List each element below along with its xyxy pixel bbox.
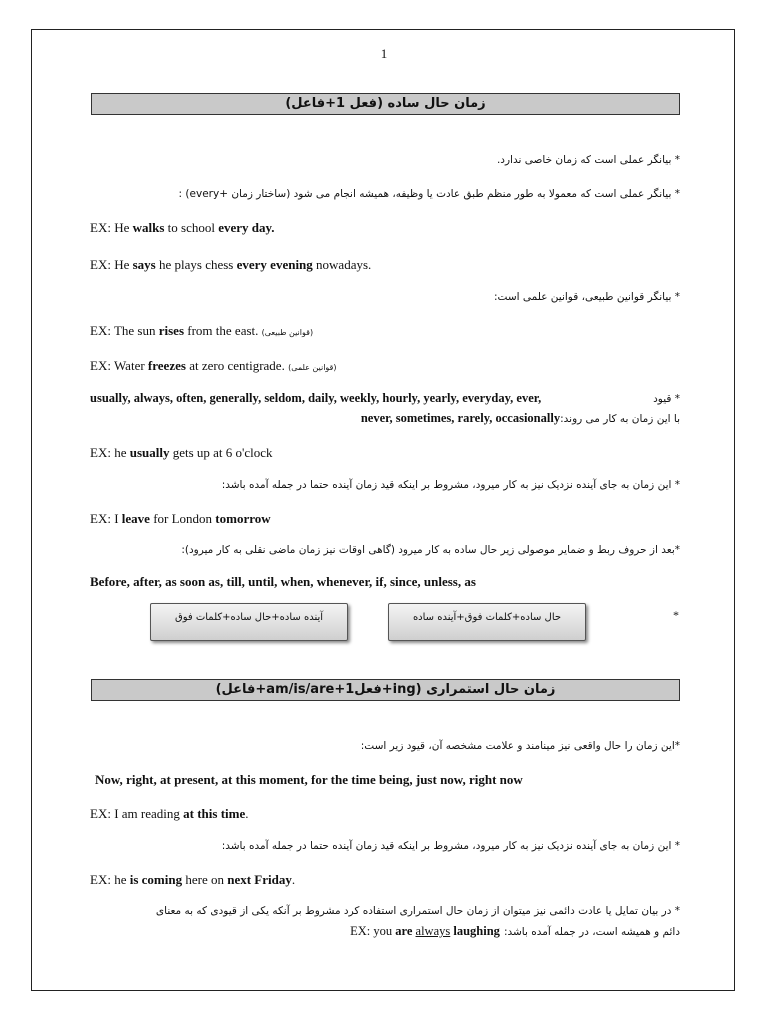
example-always-laughing xyxy=(350,924,500,938)
adverbs-list-line-1: usually, always, often, generally, seldom, daily, weekly, hourly, yearly, everyday, ever, xyxy=(90,391,542,405)
example-text: . xyxy=(245,806,249,821)
example-leave xyxy=(90,511,271,527)
example-is-coming xyxy=(90,872,295,888)
star-marker: * xyxy=(673,608,679,622)
example-am-reading xyxy=(90,806,249,822)
adverbs-list-line-2 xyxy=(361,411,680,426)
present-continuous-rule-3-cont xyxy=(350,922,680,940)
adverbs-label: * قیود xyxy=(653,393,680,405)
example-sun-rises xyxy=(90,323,313,339)
example-text: from the east. xyxy=(184,323,262,338)
simple-present-rule-4: * این زمان به جای آینده نزدیک نیز به کار میرود، مشروط بر اینکه قید زمان آینده حتما در جمله آمده باشد: xyxy=(221,479,680,491)
section-heading-simple-present: زمان حال ساده (فعل 1+فاعل) xyxy=(91,93,680,115)
example-text: nowadays. xyxy=(312,257,372,272)
example-bold: says xyxy=(132,257,156,272)
example-note: (قوانین طبیعی) xyxy=(261,328,314,337)
example-text: EX: He xyxy=(90,257,133,272)
example-bold: rises xyxy=(158,323,185,338)
example-bold: freezes xyxy=(147,358,186,373)
present-continuous-rule-2: * این زمان به جای آینده نزدیک نیز به کار میرود، مشروط بر اینکه قید زمان آینده حتما در جمله آمده باشد: xyxy=(221,840,680,852)
present-continuous-adverbs: Now, right, at present, at this moment, for the time being, just now, right now xyxy=(95,772,523,787)
rule-text: دائم و همیشه است، در جمله آمده باشد: xyxy=(503,926,680,938)
example-text: for London xyxy=(149,511,216,526)
example-bold: usually xyxy=(129,445,170,460)
present-continuous-rule-3: * در بیان تمایل یا عادت دائمی نیز میتوان از زمان حال استمراری استفاده کرد مشروط بر آنکه یکی از قیودی که به معنای xyxy=(155,905,680,917)
simple-present-rule-2: * بیانگر عملی است که معمولا به طور منظم طبق عادت یا وظیفه، همیشه انجام می شود (ساختار زمان +every) : xyxy=(178,188,680,200)
example-water-freezes xyxy=(90,358,337,374)
example-text: to school xyxy=(164,220,219,235)
page-number: 1 xyxy=(380,46,388,61)
example-bold: at this time xyxy=(183,806,246,821)
example-underlined: always xyxy=(415,924,451,938)
example-text: here on xyxy=(182,872,228,887)
example-bold: walks xyxy=(132,220,165,235)
example-text: at zero centigrade. xyxy=(185,358,289,373)
conjunctions-list: Before, after, as soon as, till, until, when, whenever, if, since, unless, as xyxy=(90,574,476,589)
example-bold: next Friday xyxy=(227,872,292,887)
example-note: (قوانین علمی) xyxy=(288,363,337,372)
example-text: EX: Water xyxy=(90,358,148,373)
example-text: EX: I xyxy=(90,511,122,526)
example-text: . xyxy=(291,872,296,887)
example-text: EX: he xyxy=(90,445,130,460)
example-text: EX: The sun xyxy=(90,323,159,338)
example-says xyxy=(90,257,371,273)
formula-box-right: حال ساده+کلمات فوق+آینده ساده xyxy=(388,603,586,641)
example-text: EX: he xyxy=(90,872,130,887)
section-heading-present-continuous: زمان حال استمراری (ing+فعل1+am/is/are+فاعل) xyxy=(91,679,680,701)
example-walks xyxy=(90,220,275,236)
example-bold: laughing xyxy=(453,924,500,938)
example-bold: every day. xyxy=(218,220,275,235)
example-text: EX: you xyxy=(350,924,396,938)
example-text: gets up at 6 o'clock xyxy=(169,445,273,460)
simple-present-rule-1: * بیانگر عملی است که زمان خاصی ندارد. xyxy=(496,154,680,166)
example-bold: are xyxy=(395,924,413,938)
adverbs-usage: با این زمان به کار می روند: xyxy=(560,413,680,425)
example-text: EX: I am reading xyxy=(90,806,184,821)
present-continuous-rule-1: *این زمان را حال واقعی نیز مینامند و علامت مشخصه آن، قیود زیر است: xyxy=(360,740,680,752)
formula-box-left: آینده ساده+حال ساده+کلمات فوق xyxy=(150,603,348,641)
example-bold: leave xyxy=(121,511,150,526)
example-text: EX: He xyxy=(90,220,133,235)
example-bold: every evening xyxy=(236,257,313,272)
example-text: he plays chess xyxy=(155,257,237,272)
adverbs-list-2: never, sometimes, rarely, occasionally xyxy=(360,411,561,425)
example-bold: is coming xyxy=(129,872,183,887)
simple-present-rule-3: * بیانگر قوانین طبیعی، قوانین علمی است: xyxy=(494,291,680,303)
example-usually xyxy=(90,445,273,461)
simple-present-rule-5: *بعد از حروف ربط و ضمایر موصولی زیر حال ساده به کار میرود (گاهی اوقات نیز زمان ماضی نقلی به کار میرود): xyxy=(181,544,680,556)
example-bold: tomorrow xyxy=(215,511,271,526)
